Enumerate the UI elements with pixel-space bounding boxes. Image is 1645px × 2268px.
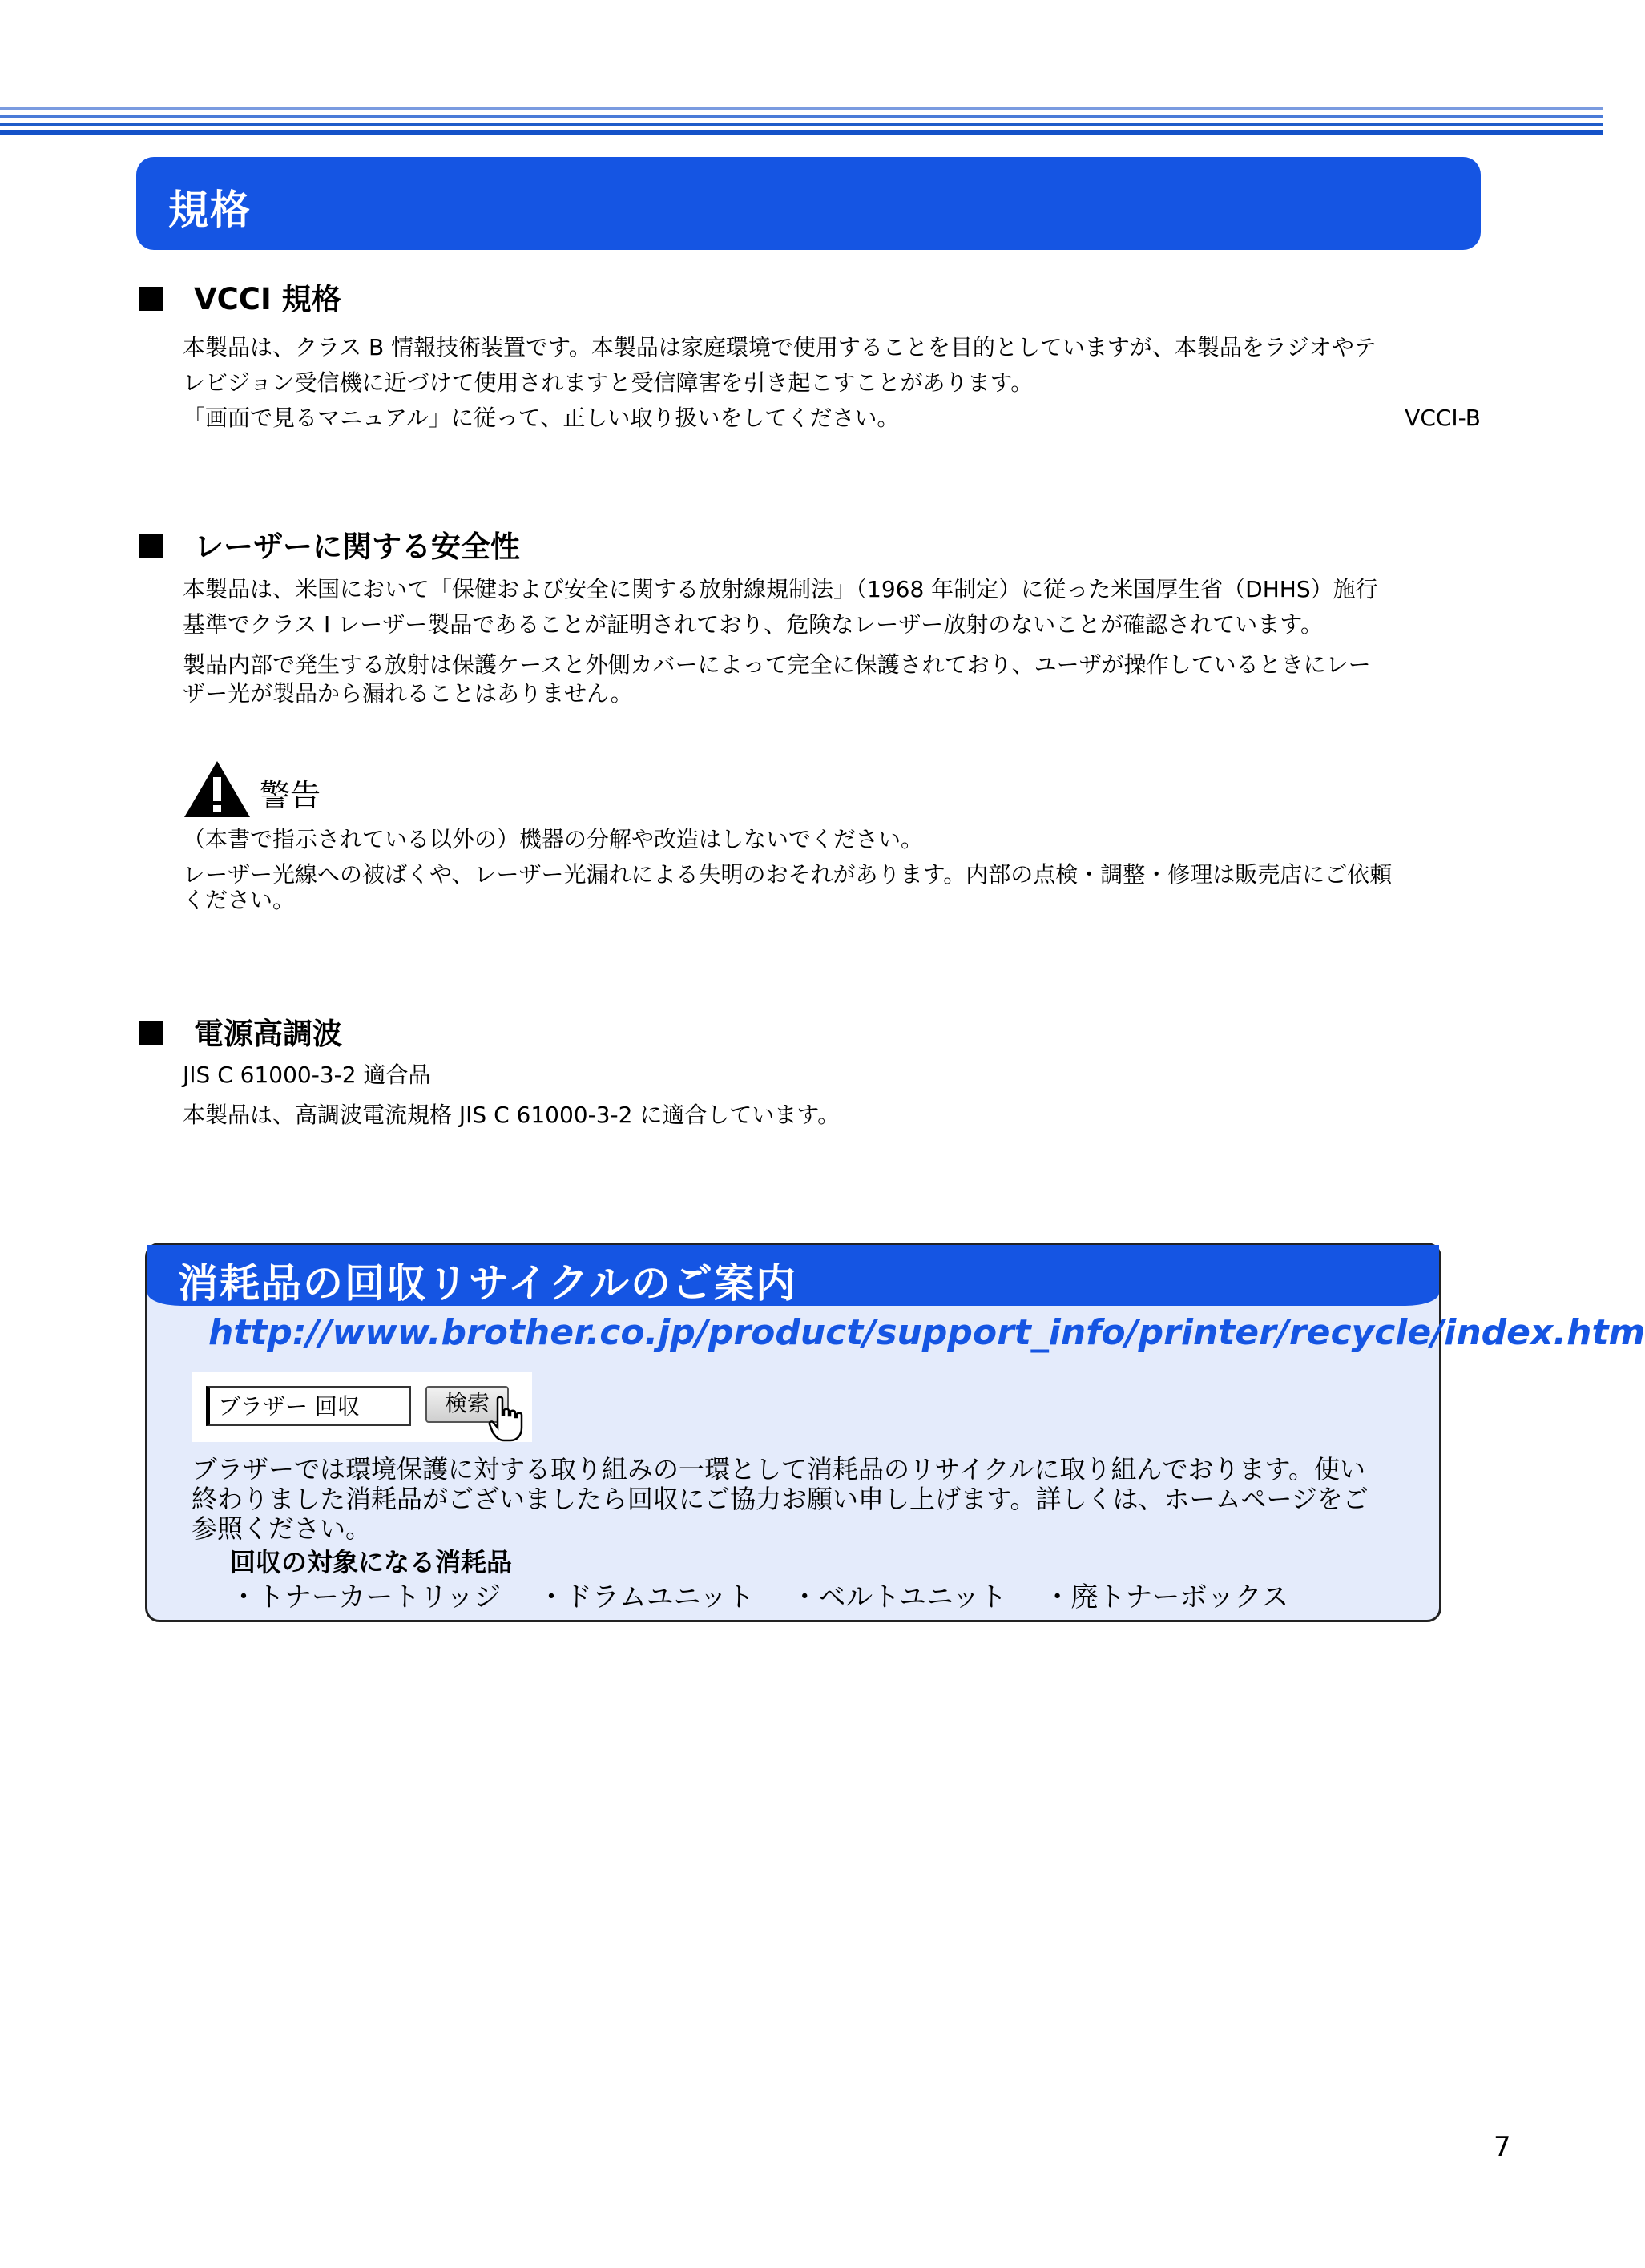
page-number: 7 xyxy=(1494,2131,1511,2163)
text-line: 基準でクラス I レーザー製品であることが証明されており、危険なレーザー放射のないことが確認されています。 xyxy=(183,611,1323,638)
search-button[interactable]: 検索 xyxy=(425,1386,509,1423)
text-line: 終わりました消耗品がございましたら回収にご協力お願い申し上げます。詳しくは、ホームページをご xyxy=(192,1484,1369,1514)
vcci-code: VCCI-B xyxy=(1405,405,1481,431)
text-line: 製品内部で発生する放射は保護ケースと外側カバーによって完全に保護されており、ユーザが操作しているときにレー xyxy=(183,651,1371,678)
square-bullet-icon xyxy=(139,534,163,558)
search-panel xyxy=(192,1372,532,1442)
text-line: 「画面で見るマニュアル」に従って、正しい取り扱いをしてください。 xyxy=(183,405,900,431)
text-line: （本書で指示されている以外の）機器の分解や改造はしないでください。 xyxy=(183,826,924,852)
page-title: 規格 xyxy=(168,187,252,233)
text-line: レビジョン受信機に近づけて使用されますと受信障害を引き起こすことがあります。 xyxy=(183,369,1034,396)
text-line: ください。 xyxy=(183,887,296,913)
list-item: ・ドラムユニット xyxy=(537,1581,755,1613)
vcci-body xyxy=(183,330,1481,436)
warning-body xyxy=(183,824,1481,916)
harmonics-body xyxy=(183,1057,1481,1133)
recycle-info-box xyxy=(145,1243,1645,1622)
warning-triangle-icon xyxy=(183,759,252,819)
text-line: ブラザーでは環境保護に対する取り組みの一環として消耗品のリサイクルに取り組んでおります。使い xyxy=(192,1454,1365,1484)
list-item: ・廃トナーボックス xyxy=(1043,1581,1289,1613)
recycle-items-list xyxy=(230,1575,1288,1614)
recycle-title: 消耗品の回収リサイクルのご案内 xyxy=(178,1260,797,1307)
text-line: 参照ください。 xyxy=(192,1513,372,1544)
list-item: ・ベルトユニット xyxy=(791,1581,1007,1613)
square-bullet-icon xyxy=(139,287,163,311)
text-line: JIS C 61000-3-2 適合品 xyxy=(183,1061,431,1088)
text-line: ザー光が製品から漏れることはありません。 xyxy=(183,680,633,707)
recycle-title-bar xyxy=(147,1245,1439,1306)
search-input[interactable]: ブラザー 回収 xyxy=(206,1386,411,1426)
square-bullet-icon xyxy=(139,1021,163,1045)
section-heading-vcci: VCCI 規格 xyxy=(139,275,341,318)
laser-body xyxy=(183,572,1481,711)
text-line: レーザー光線への被ばくや、レーザー光漏れによる失明のおそれがあります。内部の点検・調整・修理は販売店にご依頼 xyxy=(183,861,1393,888)
page-title-banner xyxy=(136,157,1481,250)
recycle-subheading: 回収の対象になる消耗品 xyxy=(230,1547,513,1577)
text-line: 本製品は、クラス B 情報技術装置です。本製品は家庭環境で使用することを目的としていますが、本製品をラジオやテ xyxy=(183,334,1377,361)
recycle-description xyxy=(192,1455,1409,1544)
text-line: 本製品は、米国において「保健および安全に関する放射線規制法」（1968 年制定）に従った米国厚生省（DHHS）施行 xyxy=(183,576,1378,602)
recycle-url-link[interactable]: http://www.brother.co.jp/product/support_info/printer/recycle/index.htm xyxy=(208,1312,1645,1353)
section-heading-laser: レーザーに関する安全性 xyxy=(139,522,520,566)
hand-cursor-icon xyxy=(488,1396,523,1442)
text-line: 本製品は、高調波電流規格 JIS C 61000-3-2 に適合しています。 xyxy=(183,1102,841,1128)
section-heading-harmonics: 電源高調波 xyxy=(139,1009,342,1053)
list-item: ・トナーカートリッジ xyxy=(230,1581,501,1613)
